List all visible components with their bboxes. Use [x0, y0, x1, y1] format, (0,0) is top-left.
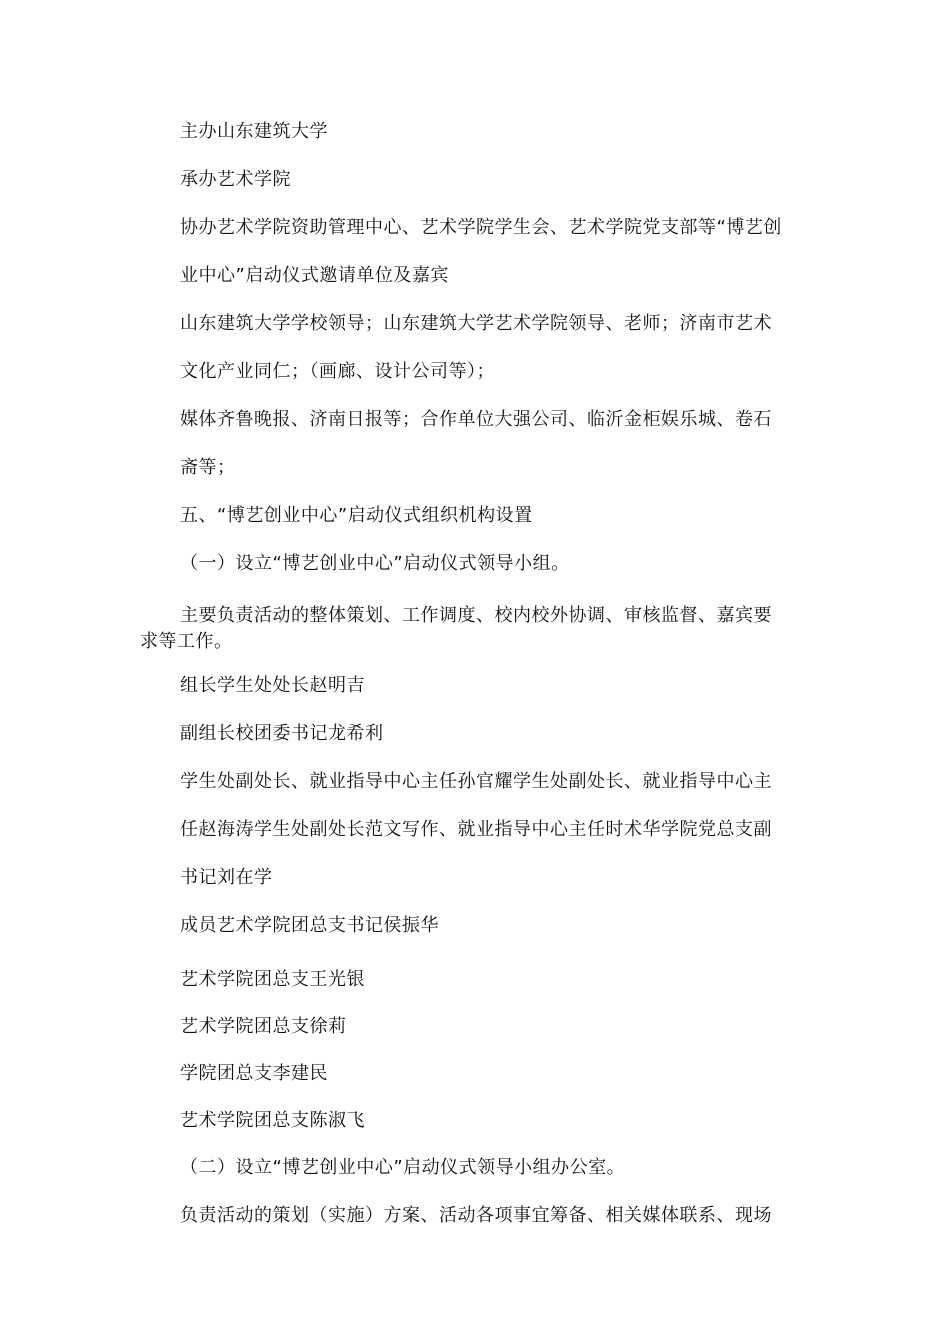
text-line-media: 媒体齐鲁晚报、济南日报等；合作单位大强公司、临沂金柜娱乐城、卷石: [180, 409, 772, 430]
text-line-deputies-end: 书记刘在学: [180, 867, 273, 888]
text-line-deputies: 学生处副处长、就业指导中心主任孙官耀学生处副处长、就业指导中心主: [180, 771, 772, 792]
text-line-duties: 主要负责活动的整体策划、工作调度、校内校外协调、审核监督、嘉宾要: [180, 605, 772, 626]
text-line-media-cont: 斋等；: [180, 457, 236, 478]
text-line-coorganizer-cont: 业中心”启动仪式邀请单位及嘉宾: [180, 265, 449, 286]
text-line-leader: 组长学生处处长赵明吉: [180, 675, 365, 696]
text-line-organizer: 主办山东建筑大学: [180, 121, 328, 142]
text-line-duties-cont: 求等工作。: [140, 631, 233, 652]
text-line-office-duties: 负责活动的策划（实施）方案、活动各项事宜筹备、相关媒体联系、现场: [180, 1205, 772, 1226]
subsection-heading-one: （一）设立“博艺创业中心”启动仪式领导小组。: [180, 553, 570, 574]
subsection-heading-two: （二）设立“博艺创业中心”启动仪式领导小组办公室。: [180, 1157, 626, 1178]
text-line-deputy-leader: 副组长校团委书记龙希利: [180, 723, 384, 744]
text-line-coorganizer: 协办艺术学院资助管理中心、艺术学院学生会、艺术学院党支部等“博艺创: [180, 217, 782, 238]
text-line-guests: 山东建筑大学学校领导；山东建筑大学艺术学院领导、老师；济南市艺术: [180, 313, 772, 334]
text-line-host: 承办艺术学院: [180, 169, 291, 190]
text-line-deputies-cont: 任赵海涛学生处副处长范文写作、就业指导中心主任时术华学院党总支副: [180, 819, 772, 840]
text-line-member-chen: 艺术学院团总支陈淑飞: [180, 1110, 365, 1131]
text-line-member-li: 学院团总支李建民: [180, 1063, 328, 1084]
text-line-guests-cont: 文化产业同仁；（画廊、设计公司等）；: [180, 361, 495, 382]
text-line-members: 成员艺术学院团总支书记侯振华: [180, 915, 439, 936]
text-line-member-xu: 艺术学院团总支徐莉: [180, 1016, 347, 1037]
section-heading-five: 五、“博艺创业中心”启动仪式组织机构设置: [180, 505, 533, 526]
text-line-member-wang: 艺术学院团总支王光银: [180, 969, 365, 990]
